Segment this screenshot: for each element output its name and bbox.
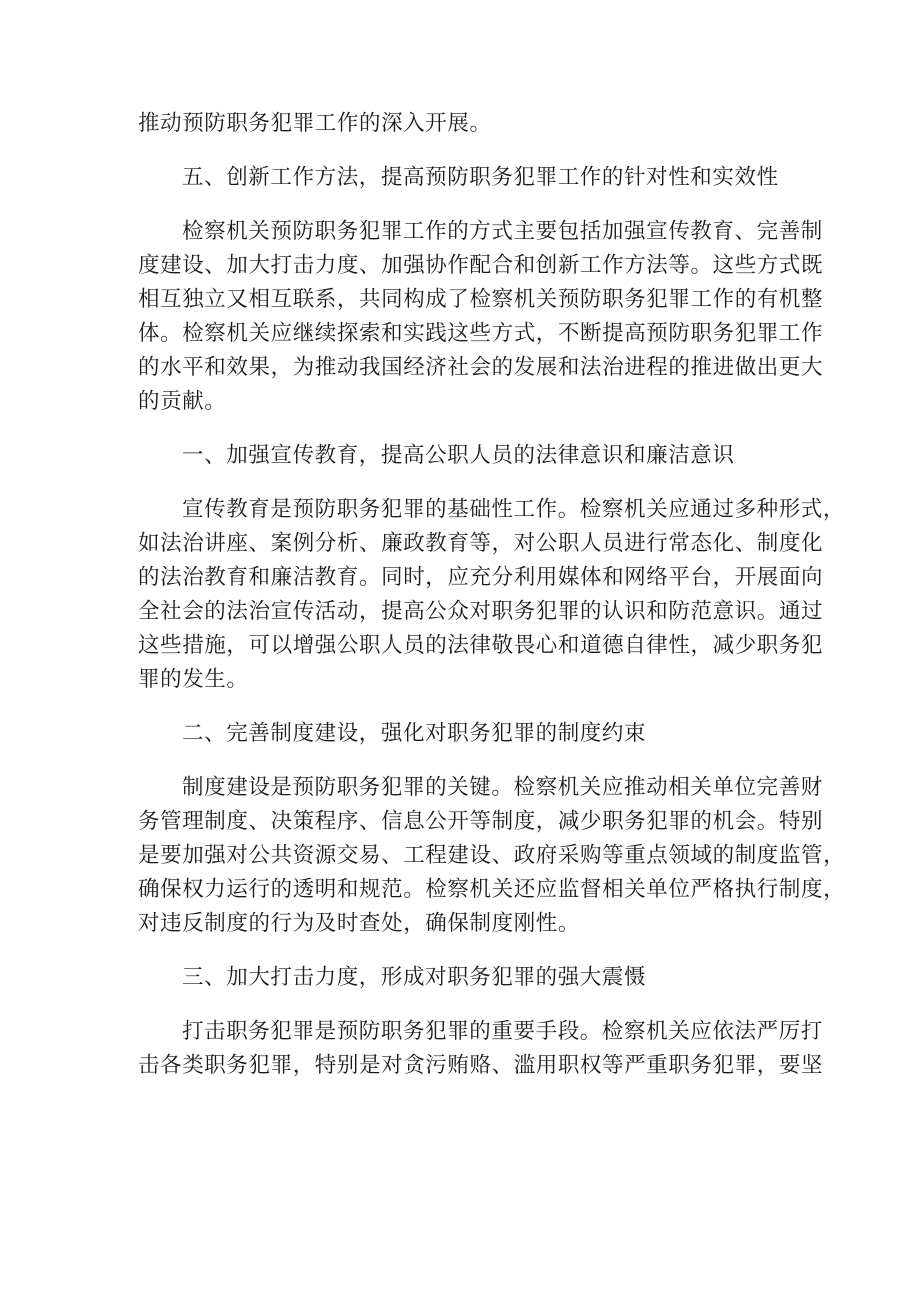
document-page bbox=[138, 107, 846, 1083]
section-heading-5: 五、创新工作方法，提高预防职务犯罪工作的针对性和实效性 bbox=[182, 165, 779, 190]
text-line: 检察机关预防职务犯罪工作的方式主要包括加强宣传教育、完善制 bbox=[182, 219, 823, 244]
text-line: 这些措施，可以增强公职人员的法律敬畏心和道德自律性，减少职务犯 bbox=[138, 633, 824, 658]
text-line: 击各类职务犯罪，特别是对贪污贿赂、滥用职权等严重职务犯罪，要坚 bbox=[138, 1053, 824, 1078]
text-line: 如法治讲座、案例分析、廉政教育等，对公职人员进行常态化、制度化 bbox=[138, 531, 824, 556]
text-line: 全社会的法治宣传活动，提高公众对职务犯罪的认识和防范意识。通过 bbox=[138, 599, 824, 624]
section-1-paragraph bbox=[138, 493, 846, 697]
text-line: 宣传教育是预防职务犯罪的基础性工作。检察机关应通过多种形式， bbox=[182, 497, 846, 522]
text-line: 制度建设是预防职务犯罪的关键。检察机关应推动相关单位完善财 bbox=[182, 775, 823, 800]
text-line: 相互独立又相互联系，共同构成了检察机关预防职务犯罪工作的有机整 bbox=[138, 287, 824, 312]
text-line: 务管理制度、决策程序、信息公开等制度，减少职务犯罪的机会。特别 bbox=[138, 809, 824, 834]
text-line: 推动预防职务犯罪工作的深入开展。 bbox=[138, 111, 492, 136]
section-heading-3: 三、加大打击力度，形成对职务犯罪的强大震慑 bbox=[182, 965, 647, 990]
intro-paragraph bbox=[138, 215, 824, 419]
text-line: 的贡献。 bbox=[138, 389, 227, 414]
text-line: 体。检察机关应继续探索和实践这些方式，不断提高预防职务犯罪工作 bbox=[138, 321, 824, 346]
text-line: 罪的发生。 bbox=[138, 667, 249, 692]
text-line: 的法治教育和廉洁教育。同时，应充分利用媒体和网络平台，开展面向 bbox=[138, 565, 824, 590]
section-heading-1: 一、加强宣传教育，提高公职人员的法律意识和廉洁意识 bbox=[182, 443, 735, 468]
text-line: 是要加强对公共资源交易、工程建设、政府采购等重点领域的制度监管， bbox=[138, 843, 846, 868]
text-line: 打击职务犯罪是预防职务犯罪的重要手段。检察机关应依法严厉打 bbox=[182, 1019, 823, 1044]
text-line: 的水平和效果，为推动我国经济社会的发展和法治进程的推进做出更大 bbox=[138, 355, 824, 380]
text-line: 确保权力运行的透明和规范。检察机关还应监督相关单位严格执行制度， bbox=[138, 877, 846, 902]
text-line: 度建设、加大打击力度、加强协作配合和创新工作方法等。这些方式既 bbox=[138, 253, 824, 278]
text-line: 对违反制度的行为及时查处，确保制度刚性。 bbox=[138, 911, 581, 936]
section-3-paragraph bbox=[138, 1015, 824, 1083]
continuation-paragraph bbox=[138, 107, 778, 141]
section-2-paragraph bbox=[138, 771, 846, 941]
section-heading-2: 二、完善制度建设，强化对职务犯罪的制度约束 bbox=[182, 721, 647, 746]
